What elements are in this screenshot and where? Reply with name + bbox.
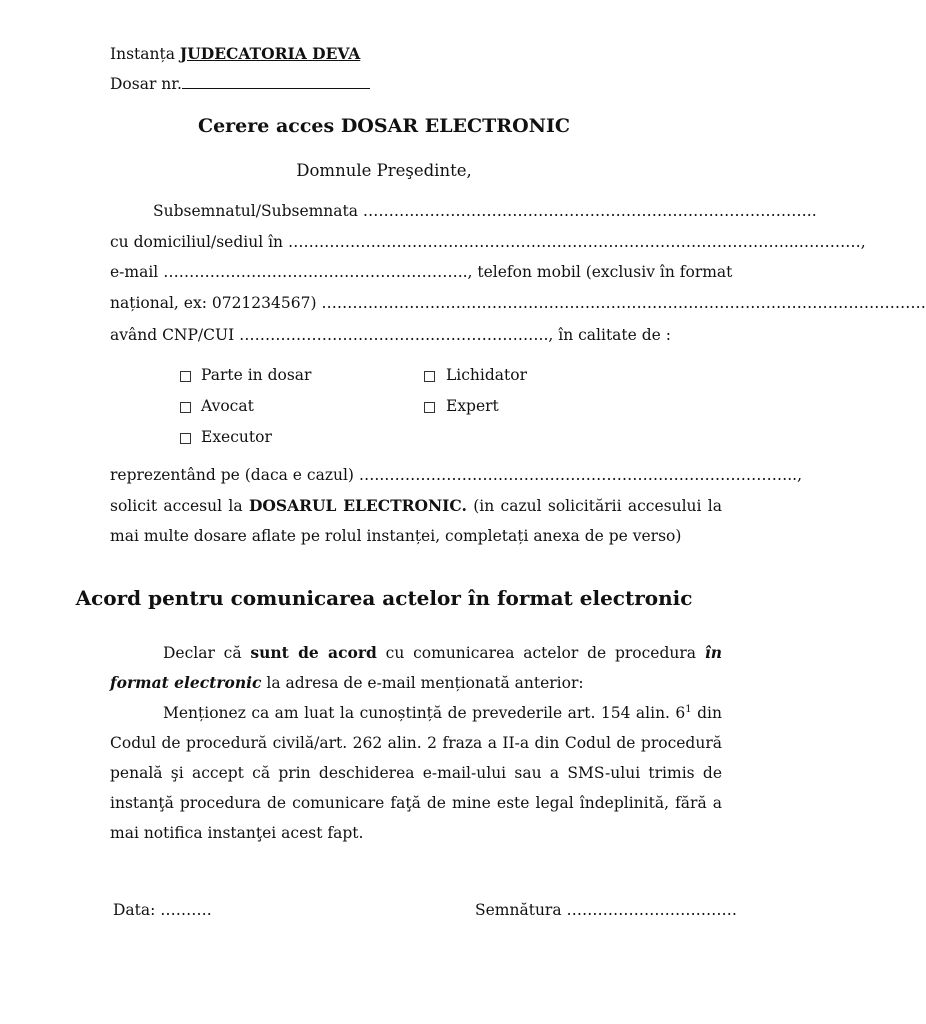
consent-paragraph: [110, 638, 722, 848]
checkbox-avocat[interactable]: [180, 402, 191, 413]
phone-format-line[interactable]: național, ex: 0721234567) ………………………………………………………………………………………………………: [110, 294, 926, 312]
court-label: Instanța: [110, 45, 175, 63]
file-number-label: Dosar nr.: [110, 75, 182, 93]
access-request-bold: DOSARUL ELECTRONIC.: [248, 496, 467, 515]
consent-p1-italic: în format electronic: [110, 643, 722, 692]
checkbox-executor[interactable]: [180, 433, 191, 444]
option-executor-label: Executor: [201, 428, 272, 446]
court-name: JUDECATORIA DEVA: [179, 44, 361, 63]
consent-title: Acord pentru comunicarea actelor în format electronic: [75, 586, 693, 610]
address-line[interactable]: cu domiciliul/sediul în ……………………………………………………………………………………...…………,: [110, 233, 866, 251]
consent-p2-pre: Menționez ca am luat la cunoștință de prevederile art. 154 alin. 6: [163, 704, 686, 722]
consent-p1-mid: cu comunicarea actelor de procedura: [385, 644, 697, 662]
checkbox-parte[interactable]: [180, 371, 191, 382]
access-request-pre: solicit accesul la: [110, 497, 243, 515]
date-field[interactable]: Data: ……….: [113, 901, 212, 919]
consent-p1-pre: Declar că: [163, 644, 242, 662]
option-lichidator-label: Lichidator: [446, 366, 528, 384]
page-title: Cerere acces DOSAR ELECTRONIC: [197, 115, 571, 137]
option-parte-label: Parte in dosar: [201, 366, 312, 384]
salutation: Domnule Preşedinte,: [296, 161, 472, 180]
cnp-line[interactable]: având CNP/CUI ……………………………….………………….., în calitate de :: [110, 326, 671, 344]
name-line[interactable]: Subsemnatul/Subsemnata ………..…………………………………………………………………..: [153, 202, 817, 220]
court-line: [110, 44, 360, 63]
consent-p2-sup: 1: [685, 703, 692, 715]
signature-field[interactable]: Semnătura ……………………………: [475, 901, 738, 919]
access-request-note: (in cazul solicitării accesului la mai multe dosare aflate pe rolul instanței, completați anexa de pe verso): [110, 497, 723, 545]
email-phone-line[interactable]: e-mail ………………………………………………….., telefon mobil (exclusiv în format: [110, 263, 733, 281]
consent-p1-bold: sunt de acord: [250, 643, 377, 662]
consent-p2-post: din Codul de procedură civilă/art. 262 alin. 2 fraza a II-a din Codul de procedură penală şi accept că prin deschiderea e-mail-ului sau a SMS-ului trimis de instanţă procedura de comunicare faţă de mine este legal îndeplinită, fără a mai notifica instanţei acest fapt.: [110, 704, 722, 842]
option-avocat-label: Avocat: [201, 397, 254, 415]
consent-p1-post: la adresa de e-mail menționată anterior:: [266, 674, 584, 692]
representing-line[interactable]: reprezentând pe (daca e cazul) …..……………………………………………………………………..,: [110, 466, 803, 484]
checkbox-lichidator[interactable]: [424, 371, 435, 382]
checkbox-expert[interactable]: [424, 402, 435, 413]
file-number-field[interactable]: [182, 88, 370, 89]
option-expert-label: Expert: [446, 397, 499, 415]
file-number-line: [110, 75, 370, 93]
access-request-paragraph: [110, 491, 722, 551]
